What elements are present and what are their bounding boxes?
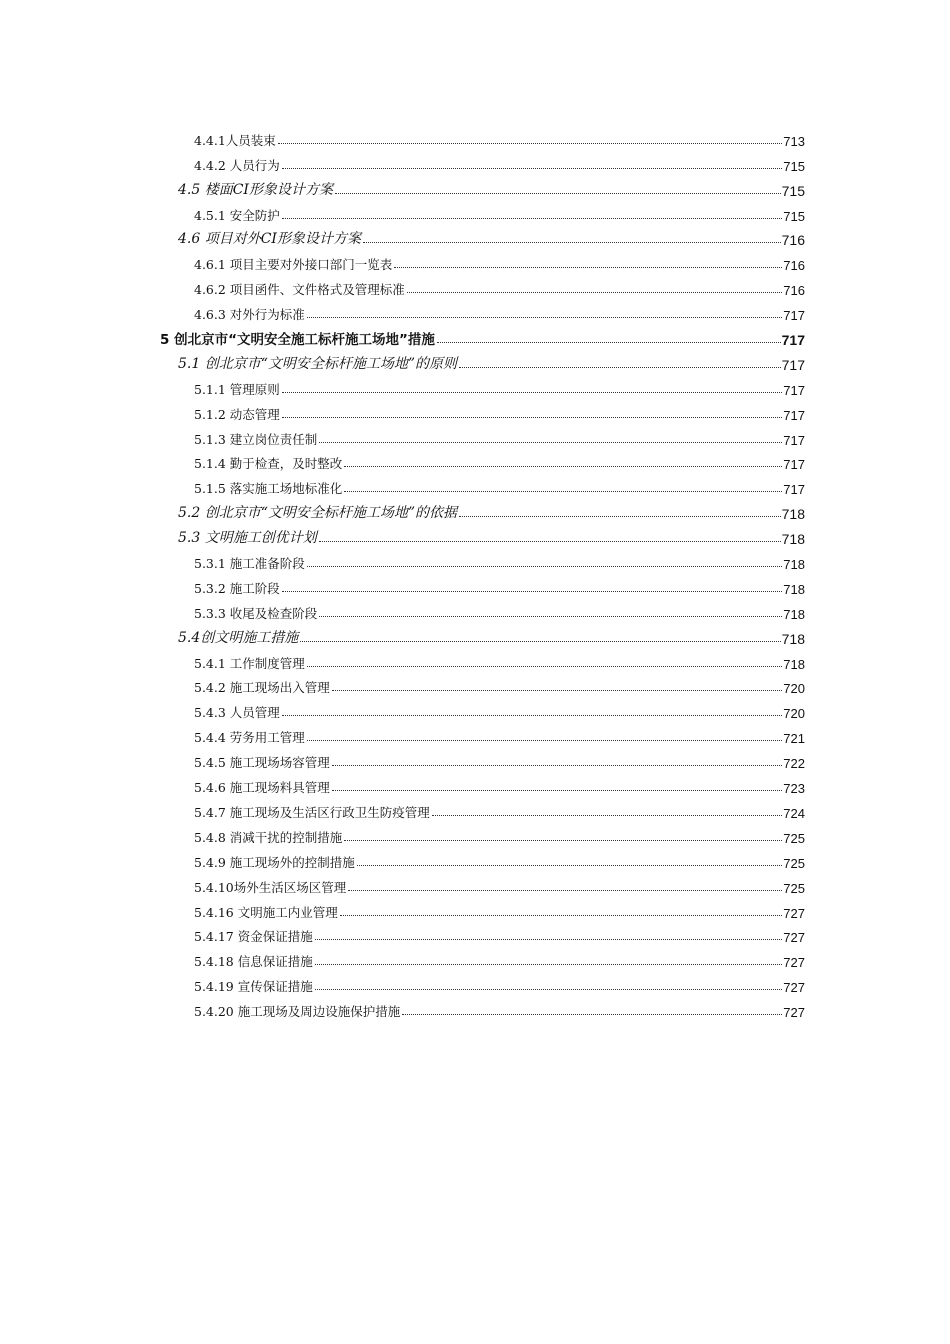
dot-leader: [437, 342, 781, 343]
dot-leader: [315, 939, 783, 940]
toc-entry[interactable]: [0, 622, 805, 647]
toc-entry-page-number: 715: [783, 208, 805, 224]
dot-leader: [319, 616, 782, 617]
toc-entry[interactable]: [0, 248, 805, 273]
toc-entry-page-number: 717: [781, 332, 805, 349]
toc-entry[interactable]: [0, 821, 805, 846]
toc-entry-page-number: 717: [783, 432, 805, 448]
toc-entry-page-number: 723: [783, 781, 805, 797]
toc-entry-title: 5.1 创北京市“文明安全标杆施工场地”的原则: [178, 353, 458, 373]
dot-leader: [332, 790, 783, 791]
toc-entry-page-number: 713: [783, 133, 805, 149]
toc-entry-title: 5.4.17 资金保证措施: [194, 929, 313, 945]
toc-entry-page-number: 716: [783, 283, 805, 299]
toc-entry-title: 5.3 文明施工创优计划: [178, 527, 318, 547]
toc-entry-page-number: 715: [781, 182, 805, 199]
toc-entry-title: 5.1.4 勤于检查，及时整改: [194, 456, 343, 472]
toc-entry[interactable]: [0, 896, 805, 921]
dot-leader: [307, 566, 783, 567]
dot-leader: [307, 317, 783, 318]
toc-entry[interactable]: [0, 423, 805, 448]
dot-leader: [282, 218, 783, 219]
toc-entry[interactable]: [0, 945, 805, 970]
toc-entry-title: 5.4.6 施工现场料具管理: [194, 780, 330, 796]
toc-entry-title: 5.4.3 人员管理: [194, 705, 280, 721]
toc-entry[interactable]: [0, 373, 805, 398]
toc-entry-title: 4.4.2 人员行为: [194, 157, 280, 173]
toc-entry-title: 4.6.3 对外行为标准: [194, 307, 305, 323]
dot-leader: [319, 442, 782, 443]
toc-entry-title: 4.5.1 安全防护: [194, 207, 280, 223]
toc-entry-page-number: 720: [783, 706, 805, 722]
toc-entry-title: 5.3.2 施工阶段: [194, 580, 280, 596]
toc-entry[interactable]: [0, 672, 805, 697]
toc-entry-title: 4.4.1人员装束: [194, 132, 276, 148]
toc-entry-page-number: 718: [781, 506, 805, 523]
toc-entry-page-number: 727: [783, 980, 805, 996]
dot-leader: [344, 840, 782, 841]
toc-entry-title: 5.4.8 消减干扰的控制措施: [194, 829, 343, 845]
toc-entry-title: 5.4.18 信息保证措施: [194, 954, 313, 970]
toc-entry-title: 5.3.3 收尾及检查阶段: [194, 605, 318, 621]
toc-entry-page-number: 727: [783, 1005, 805, 1021]
toc-entry[interactable]: [0, 149, 805, 174]
toc-entry[interactable]: [0, 273, 805, 298]
dot-leader: [282, 168, 783, 169]
toc-entry-page-number: 727: [783, 955, 805, 971]
toc-entry-page-number: 720: [783, 681, 805, 697]
toc-entry[interactable]: [0, 224, 805, 249]
toc-entry[interactable]: [0, 522, 805, 547]
toc-entry-title: 5.4创文明施工措施: [178, 627, 299, 647]
toc-entry[interactable]: [0, 547, 805, 572]
dot-leader: [340, 915, 783, 916]
toc-entry[interactable]: [0, 647, 805, 672]
toc-entry-page-number: 718: [783, 656, 805, 672]
dot-leader: [459, 367, 781, 368]
toc-entry-page-number: 721: [783, 731, 805, 747]
toc-entry-title: 5.1.1 管理原则: [194, 381, 280, 397]
toc-entry-title: 5 创北京市“文明安全施工标杆施工场地”措施: [160, 328, 436, 348]
dot-leader: [278, 143, 782, 144]
toc-entry-page-number: 715: [783, 158, 805, 174]
toc-entry-page-number: 718: [783, 557, 805, 573]
toc-entry[interactable]: [0, 696, 805, 721]
dot-leader: [407, 292, 783, 293]
toc-entry-title: 5.4.20 施工现场及周边设施保护措施: [194, 1004, 401, 1020]
toc-entry-page-number: 717: [783, 382, 805, 398]
toc-entry-page-number: 717: [783, 482, 805, 498]
toc-entry-page-number: 718: [781, 630, 805, 647]
toc-entry-page-number: 725: [783, 830, 805, 846]
toc-entry[interactable]: [0, 298, 805, 323]
toc-entry-title: 5.4.2 施工现场出入管理: [194, 680, 330, 696]
toc-entry-page-number: 717: [781, 356, 805, 373]
dot-leader: [307, 666, 783, 667]
toc-entry-title: 5.4.16 文明施工内业管理: [194, 904, 338, 920]
dot-leader: [300, 641, 780, 642]
toc-entry[interactable]: [0, 398, 805, 423]
toc-entry[interactable]: [0, 995, 805, 1020]
dot-leader: [402, 1014, 782, 1015]
toc-entry-title: 5.4.10场外生活区场区管理: [194, 879, 347, 895]
dot-leader: [282, 715, 783, 716]
dot-leader: [459, 516, 781, 517]
table-of-contents: [0, 124, 950, 1020]
toc-entry-title: 5.1.5 落实施工场地标准化: [194, 481, 343, 497]
toc-entry-title: 4.5 楼面CI形象设计方案: [178, 179, 334, 199]
dot-leader: [315, 964, 783, 965]
dot-leader: [394, 267, 782, 268]
toc-entry[interactable]: [0, 174, 805, 199]
toc-entry[interactable]: [0, 597, 805, 622]
toc-entry-page-number: 716: [781, 232, 805, 249]
toc-entry-page-number: 717: [783, 308, 805, 324]
toc-entry[interactable]: [0, 199, 805, 224]
toc-entry-title: 5.4.5 施工现场场容管理: [194, 755, 330, 771]
dot-leader: [282, 392, 783, 393]
toc-entry-title: 5.2 创北京市“文明安全标杆施工场地”的依据: [178, 502, 458, 522]
toc-entry[interactable]: [0, 921, 805, 946]
toc-entry-title: 5.4.9 施工现场外的控制措施: [194, 854, 355, 870]
toc-entry[interactable]: [0, 970, 805, 995]
toc-entry[interactable]: [0, 771, 805, 796]
toc-entry-page-number: 725: [783, 855, 805, 871]
dot-leader: [344, 491, 782, 492]
toc-entry[interactable]: [0, 746, 805, 771]
toc-entry-title: 5.4.7 施工现场及生活区行政卫生防疫管理: [194, 804, 430, 820]
dot-leader: [348, 890, 782, 891]
toc-entry-title: 5.1.2 动态管理: [194, 406, 280, 422]
toc-entry[interactable]: [0, 846, 805, 871]
toc-entry-page-number: 718: [783, 581, 805, 597]
toc-entry[interactable]: [0, 497, 805, 522]
dot-leader: [357, 865, 783, 866]
dot-leader: [282, 591, 783, 592]
toc-entry[interactable]: [0, 796, 805, 821]
toc-entry-title: 5.4.1 工作制度管理: [194, 655, 305, 671]
dot-leader: [319, 541, 781, 542]
dot-leader: [344, 466, 782, 467]
dot-leader: [282, 417, 783, 418]
toc-entry-page-number: 727: [783, 930, 805, 946]
toc-entry-page-number: 718: [783, 606, 805, 622]
dot-leader: [432, 815, 783, 816]
toc-entry[interactable]: [0, 448, 805, 473]
dot-leader: [307, 740, 783, 741]
toc-entry-page-number: 717: [783, 457, 805, 473]
toc-entry-page-number: 727: [783, 905, 805, 921]
toc-entry-page-number: 716: [783, 258, 805, 274]
toc-entry-title: 5.3.1 施工准备阶段: [194, 556, 305, 572]
toc-entry-title: 4.6.2 项目函件、文件格式及管理标准: [194, 282, 405, 298]
toc-entry[interactable]: [0, 323, 805, 348]
dot-leader: [315, 989, 783, 990]
toc-entry-title: 5.4.4 劳务用工管理: [194, 730, 305, 746]
toc-entry[interactable]: [0, 124, 805, 149]
toc-entry[interactable]: [0, 472, 805, 497]
toc-entry-page-number: 722: [783, 756, 805, 772]
dot-leader: [335, 193, 781, 194]
dot-leader: [332, 765, 783, 766]
dot-leader: [332, 690, 783, 691]
toc-entry[interactable]: [0, 572, 805, 597]
toc-entry[interactable]: [0, 871, 805, 896]
toc-entry-title: 4.6 项目对外CI形象设计方案: [178, 228, 362, 248]
dot-leader: [363, 242, 781, 243]
toc-entry-title: 5.4.19 宣传保证措施: [194, 979, 313, 995]
toc-entry-page-number: 724: [783, 805, 805, 821]
toc-entry-page-number: 717: [783, 407, 805, 423]
toc-entry-page-number: 725: [783, 880, 805, 896]
toc-entry-title: 4.6.1 项目主要对外接口部门一览表: [194, 257, 393, 273]
toc-entry-title: 5.1.3 建立岗位责任制: [194, 431, 318, 447]
toc-entry[interactable]: [0, 348, 805, 373]
toc-entry-page-number: 718: [781, 531, 805, 548]
toc-entry[interactable]: [0, 721, 805, 746]
